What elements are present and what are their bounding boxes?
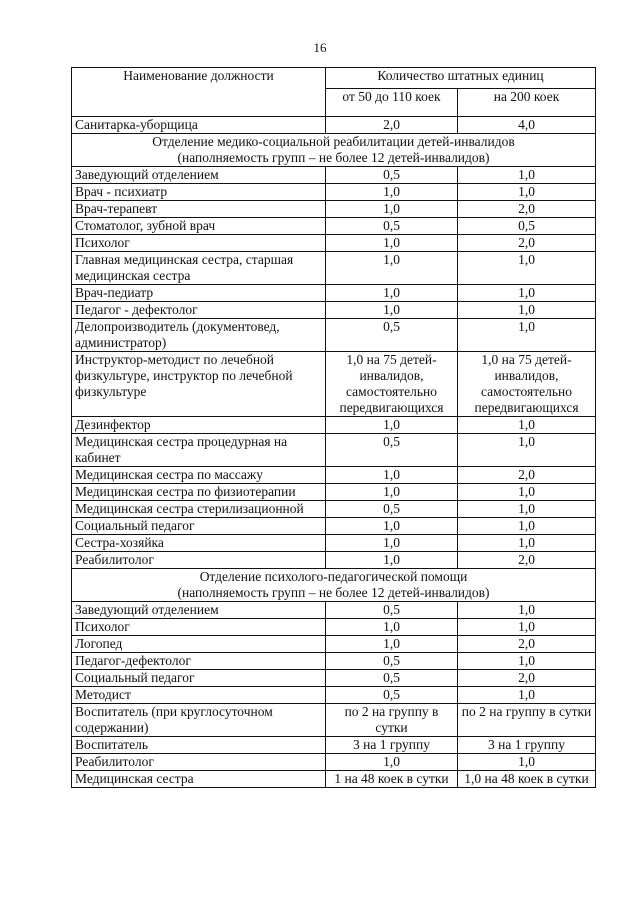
- value-50-110: 1,0 на 75 детей-инвалидов, самостоятельно передвигающихся: [326, 352, 458, 417]
- table-row: [72, 218, 596, 235]
- position-name: Дезинфектор: [72, 417, 326, 434]
- value-200: 1,0 на 48 коек в сутки: [458, 771, 596, 788]
- value-200: 1,0 на 75 детей-инвалидов, самостоятельно передвигающихся: [458, 352, 596, 417]
- table-row: [72, 771, 596, 788]
- position-name: Медицинская сестра: [72, 771, 326, 788]
- value-50-110: 1,0: [326, 235, 458, 252]
- value-50-110: 1,0: [326, 467, 458, 484]
- position-name: Психолог: [72, 235, 326, 252]
- value-200: 3 на 1 группу: [458, 737, 596, 754]
- header-200-beds: на 200 коек: [458, 88, 596, 116]
- value-200: 1,0: [458, 434, 596, 467]
- position-name: Методист: [72, 687, 326, 704]
- position-name: Медицинская сестра процедурная на кабинет: [72, 434, 326, 467]
- value-50-110: 1,0: [326, 754, 458, 771]
- value-200: 1,0: [458, 754, 596, 771]
- table-row: [72, 552, 596, 569]
- position-name: Педагог - дефектолог: [72, 302, 326, 319]
- section-subtitle-line: (наполняемость групп – не более 12 детей-инвалидов): [177, 150, 490, 165]
- table-row: [72, 737, 596, 754]
- value-200: 1,0: [458, 167, 596, 184]
- value-200: 2,0: [458, 467, 596, 484]
- header-50-110-beds: от 50 до 110 коек: [326, 88, 458, 116]
- value-50-110: 1,0: [326, 252, 458, 285]
- table-row: [72, 252, 596, 285]
- value-50-110: 0,5: [326, 653, 458, 670]
- value-200: 1,0: [458, 319, 596, 352]
- position-name: Реабилитолог: [72, 552, 326, 569]
- value-50-110: 0,5: [326, 501, 458, 518]
- header-staff-quantity: Количество штатных единиц: [326, 68, 596, 89]
- section-title-psych-pedagogical: [72, 569, 596, 602]
- position-name: Социальный педагог: [72, 670, 326, 687]
- table-row: [72, 184, 596, 201]
- value-200: 2,0: [458, 235, 596, 252]
- value-200: 1,0: [458, 602, 596, 619]
- value-50-110: 0,5: [326, 687, 458, 704]
- table-row: [72, 535, 596, 552]
- table-row: [72, 319, 596, 352]
- value-50-110: 2,0: [326, 117, 458, 134]
- staffing-table: [71, 67, 596, 788]
- position-name: Медицинская сестра по физиотерапии: [72, 484, 326, 501]
- value-200: 2,0: [458, 670, 596, 687]
- value-50-110: 0,5: [326, 319, 458, 352]
- position-name: Медицинская сестра по массажу: [72, 467, 326, 484]
- value-200: 1,0: [458, 484, 596, 501]
- value-50-110: 0,5: [326, 670, 458, 687]
- value-200: 2,0: [458, 636, 596, 653]
- table-row: [72, 687, 596, 704]
- value-200: 1,0: [458, 687, 596, 704]
- value-50-110: 1 на 48 коек в сутки: [326, 771, 458, 788]
- position-name: Психолог: [72, 619, 326, 636]
- value-200: 1,0: [458, 417, 596, 434]
- section-header-row: [72, 134, 596, 167]
- value-50-110: 0,5: [326, 167, 458, 184]
- value-50-110: 1,0: [326, 535, 458, 552]
- position-name: Главная медицинская сестра, старшая медицинская сестра: [72, 252, 326, 285]
- table-row: [72, 467, 596, 484]
- table-row: [72, 653, 596, 670]
- position-name: Санитарка-уборщица: [72, 117, 326, 134]
- section-title-medical-social: [72, 134, 596, 167]
- position-name: Воспитатель (при круглосуточном содержании): [72, 704, 326, 737]
- section-title-line: Отделение медико-социальной реабилитации детей-инвалидов: [152, 134, 515, 149]
- value-200: 1,0: [458, 184, 596, 201]
- position-name: Стоматолог, зубной врач: [72, 218, 326, 235]
- table-row: [72, 501, 596, 518]
- value-50-110: 1,0: [326, 302, 458, 319]
- value-200: 1,0: [458, 653, 596, 670]
- position-name: Заведующий отделением: [72, 167, 326, 184]
- position-name: Инструктор-методист по лечебной физкультуре, инструктор по лечебной физкультуре: [72, 352, 326, 417]
- value-200: 4,0: [458, 117, 596, 134]
- value-50-110: 1,0: [326, 619, 458, 636]
- value-200: 0,5: [458, 218, 596, 235]
- value-50-110: 0,5: [326, 218, 458, 235]
- header-position-name: Наименование должности: [72, 68, 326, 117]
- value-50-110: 1,0: [326, 518, 458, 535]
- table-row: [72, 602, 596, 619]
- table-row: [72, 636, 596, 653]
- table-row: [72, 754, 596, 771]
- position-name: Врач - психиатр: [72, 184, 326, 201]
- value-200: 2,0: [458, 552, 596, 569]
- table-row: [72, 235, 596, 252]
- position-name: Медицинская сестра стерилизационной: [72, 501, 326, 518]
- table-row: [72, 201, 596, 218]
- value-200: 1,0: [458, 619, 596, 636]
- value-50-110: 1,0: [326, 552, 458, 569]
- position-name: Логопед: [72, 636, 326, 653]
- position-name: Педагог-дефектолог: [72, 653, 326, 670]
- table-row: [72, 670, 596, 687]
- value-200: 1,0: [458, 518, 596, 535]
- table-row: [72, 484, 596, 501]
- position-name: Реабилитолог: [72, 754, 326, 771]
- value-50-110: 1,0: [326, 184, 458, 201]
- page-number: 16: [313, 40, 327, 55]
- position-name: Врач-терапевт: [72, 201, 326, 218]
- position-name: Делопроизводитель (документовед, администратор): [72, 319, 326, 352]
- position-name: Заведующий отделением: [72, 602, 326, 619]
- position-name: Воспитатель: [72, 737, 326, 754]
- table-row: [72, 434, 596, 467]
- value-50-110: 1,0: [326, 285, 458, 302]
- value-200: 2,0: [458, 201, 596, 218]
- value-50-110: 1,0: [326, 201, 458, 218]
- header-row: [72, 68, 596, 89]
- table-row: [72, 117, 596, 134]
- table-row: [72, 352, 596, 417]
- position-name: Сестра-хозяйка: [72, 535, 326, 552]
- position-name: Врач-педиатр: [72, 285, 326, 302]
- value-50-110: 0,5: [326, 434, 458, 467]
- value-200: по 2 на группу в сутки: [458, 704, 596, 737]
- value-50-110: 0,5: [326, 602, 458, 619]
- value-200: 1,0: [458, 252, 596, 285]
- table-row: [72, 167, 596, 184]
- value-200: 1,0: [458, 302, 596, 319]
- value-50-110: по 2 на группу в сутки: [326, 704, 458, 737]
- value-50-110: 1,0: [326, 484, 458, 501]
- value-50-110: 1,0: [326, 636, 458, 653]
- value-200: 1,0: [458, 501, 596, 518]
- value-50-110: 1,0: [326, 417, 458, 434]
- table-row: [72, 285, 596, 302]
- table-row: [72, 302, 596, 319]
- table-row: [72, 417, 596, 434]
- section-subtitle-line: (наполняемость групп – не более 12 детей-инвалидов): [177, 585, 490, 600]
- value-200: 1,0: [458, 285, 596, 302]
- value-200: 1,0: [458, 535, 596, 552]
- section-header-row: [72, 569, 596, 602]
- value-50-110: 3 на 1 группу: [326, 737, 458, 754]
- table-row: [72, 704, 596, 737]
- table-row: [72, 619, 596, 636]
- table-row: [72, 518, 596, 535]
- position-name: Социальный педагог: [72, 518, 326, 535]
- section-title-line: Отделение психолого-педагогической помощи: [199, 569, 468, 584]
